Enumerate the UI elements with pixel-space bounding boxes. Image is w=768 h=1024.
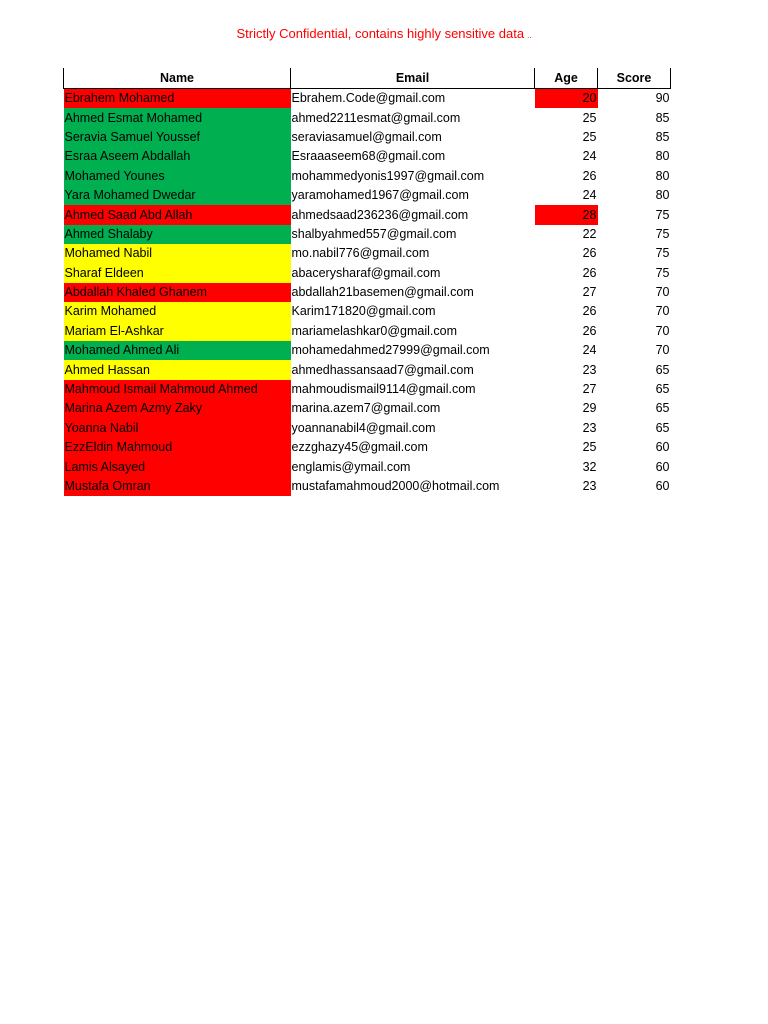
cell-email[interactable]: mariamelashkar0@gmail.com <box>291 323 458 338</box>
cell-score[interactable]: 85 <box>655 110 670 125</box>
cell-email[interactable]: mahmoudismail9114@gmail.com <box>291 382 476 397</box>
table-row <box>64 147 671 166</box>
column-header-score[interactable]: Score <box>598 68 671 89</box>
cell-email[interactable]: ahmedsaad236236@gmail.com <box>291 207 469 222</box>
cell-name[interactable]: Ahmed Shalaby <box>64 225 291 244</box>
cell-email[interactable]: mo.nabil776@gmail.com <box>291 246 430 261</box>
cell-name[interactable]: Ahmed Esmat Mohamed <box>64 108 291 127</box>
cell-age[interactable]: 24 <box>582 343 597 358</box>
cell-email[interactable]: ahmed2211esmat@gmail.com <box>291 110 461 125</box>
cell-score[interactable]: 60 <box>655 479 670 493</box>
cell-age[interactable]: 26 <box>582 304 597 319</box>
cell-name[interactable]: Mohamed Ahmed Ali <box>64 341 291 360</box>
cell-email[interactable]: mohammedyonis1997@gmail.com <box>291 168 485 183</box>
table-row <box>64 360 671 379</box>
table-row <box>64 167 671 186</box>
cell-age[interactable]: 20 <box>535 89 598 109</box>
cell-score[interactable]: 70 <box>655 304 670 319</box>
cell-score[interactable]: 65 <box>655 420 670 435</box>
table-body <box>64 89 671 497</box>
confidential-notice-text: Strictly Confidential, contains highly sensitive data <box>236 26 525 41</box>
cell-email[interactable]: englamis@ymail.com <box>291 459 411 474</box>
cell-score[interactable]: 65 <box>655 362 670 377</box>
table-row <box>64 108 671 127</box>
cell-name[interactable]: Mohamed Younes <box>64 167 291 186</box>
confidential-notice <box>0 25 768 45</box>
cell-email[interactable]: yaramohamed1967@gmail.com <box>291 188 469 203</box>
cell-age[interactable]: 25 <box>582 440 597 455</box>
cell-name[interactable]: Seravia Samuel Youssef <box>64 128 291 147</box>
cell-name[interactable]: Mohamed Nabil <box>64 244 291 263</box>
table-row <box>64 225 671 244</box>
cell-age[interactable]: 27 <box>582 285 597 300</box>
cell-age[interactable]: 26 <box>582 265 597 280</box>
table-row <box>64 457 671 476</box>
cell-age[interactable]: 23 <box>582 362 597 377</box>
cell-name[interactable]: Karim Mohamed <box>64 302 291 321</box>
column-header-age[interactable]: Age <box>535 68 598 89</box>
cell-email[interactable]: abdallah21basemen@gmail.com <box>291 285 474 300</box>
cell-email[interactable]: mustafamahmoud2000@hotmail.com <box>291 479 500 493</box>
column-header-name[interactable]: Name <box>64 68 291 89</box>
cell-name[interactable]: Marina Azem Azmy Zaky <box>64 399 291 418</box>
cell-name[interactable]: Lamis Alsayed <box>64 457 291 476</box>
cell-email[interactable]: seraviasamuel@gmail.com <box>291 129 442 144</box>
table-row <box>64 322 671 341</box>
cell-score[interactable]: 80 <box>655 188 670 203</box>
cell-email[interactable]: Esraaaseem68@gmail.com <box>291 149 446 164</box>
cell-age[interactable]: 22 <box>582 226 597 241</box>
cell-score[interactable]: 60 <box>655 459 670 474</box>
confidential-notice-mark: .. <box>527 31 532 40</box>
cell-email[interactable]: abacerysharaf@gmail.com <box>291 265 441 280</box>
cell-email[interactable]: ezzghazy45@gmail.com <box>291 440 428 455</box>
cell-age[interactable]: 25 <box>582 110 597 125</box>
cell-score[interactable]: 70 <box>655 323 670 338</box>
cell-score[interactable]: 75 <box>655 226 670 241</box>
table-row <box>64 419 671 438</box>
cell-age[interactable]: 23 <box>582 479 597 493</box>
cell-email[interactable]: Ebrahem.Code@gmail.com <box>291 91 446 106</box>
cell-age[interactable]: 26 <box>582 323 597 338</box>
cell-name[interactable]: Yoanna Nabil <box>64 419 291 438</box>
cell-age[interactable]: 26 <box>582 246 597 261</box>
cell-name[interactable]: Ebrahem Mohamed <box>64 89 291 109</box>
cell-age[interactable]: 29 <box>582 401 597 416</box>
cell-score[interactable]: 90 <box>655 91 670 106</box>
cell-name[interactable]: Ahmed Saad Abd Allah <box>64 205 291 224</box>
cell-name[interactable]: Esraa Aseem Abdallah <box>64 147 291 166</box>
cell-email[interactable]: yoannanabil4@gmail.com <box>291 420 436 435</box>
cell-score[interactable]: 80 <box>655 149 670 164</box>
cell-score[interactable]: 80 <box>655 168 670 183</box>
table-header-row <box>64 68 671 89</box>
table-row <box>64 380 671 399</box>
table-row <box>64 186 671 205</box>
table-row <box>64 244 671 263</box>
cell-name[interactable]: Mustafa Omran <box>64 477 291 496</box>
cell-email[interactable]: marina.azem7@gmail.com <box>291 401 441 416</box>
cell-age[interactable]: 23 <box>582 420 597 435</box>
cell-age[interactable]: 25 <box>582 129 597 144</box>
cell-name[interactable]: Mariam El-Ashkar <box>64 322 291 341</box>
cell-age[interactable]: 24 <box>582 149 597 164</box>
table-row <box>64 283 671 302</box>
cell-age[interactable]: 24 <box>582 188 597 203</box>
table-row <box>64 341 671 360</box>
cell-name[interactable]: Yara Mohamed Dwedar <box>64 186 291 205</box>
cell-score[interactable]: 75 <box>655 265 670 280</box>
cell-score[interactable]: 70 <box>655 285 670 300</box>
cell-age[interactable]: 28 <box>535 205 598 224</box>
cell-age[interactable]: 26 <box>582 168 597 183</box>
cell-age[interactable]: 27 <box>582 382 597 397</box>
table-row <box>64 89 671 109</box>
cell-score[interactable]: 75 <box>655 207 670 222</box>
table-row <box>64 302 671 321</box>
cell-name[interactable]: Sharaf Eldeen <box>64 264 291 283</box>
cell-email[interactable]: mohamedahmed27999@gmail.com <box>291 343 490 358</box>
table-row <box>64 264 671 283</box>
cell-email[interactable]: ahmedhassansaad7@gmail.com <box>291 362 474 377</box>
cell-score[interactable]: 60 <box>655 440 670 455</box>
cell-name[interactable]: Ahmed Hassan <box>64 360 291 379</box>
cell-score[interactable]: 65 <box>655 382 670 397</box>
column-header-email[interactable]: Email <box>291 68 535 89</box>
cell-score[interactable]: 85 <box>655 129 670 144</box>
cell-email[interactable]: Karim171820@gmail.com <box>291 304 436 319</box>
cell-age[interactable]: 32 <box>582 459 597 474</box>
cell-email[interactable]: shalbyahmed557@gmail.com <box>291 226 457 241</box>
table-row <box>64 128 671 147</box>
cell-name[interactable]: Abdallah Khaled Ghanem <box>64 283 291 302</box>
students-table <box>63 68 671 496</box>
cell-name[interactable]: Mahmoud Ismail Mahmoud Ahmed <box>64 380 291 399</box>
cell-score[interactable]: 65 <box>655 401 670 416</box>
table-row <box>64 477 671 496</box>
table-row <box>64 438 671 457</box>
table-row <box>64 205 671 224</box>
cell-name[interactable]: EzzEldin Mahmoud <box>64 438 291 457</box>
cell-score[interactable]: 70 <box>655 343 670 358</box>
table-row <box>64 399 671 418</box>
cell-score[interactable]: 75 <box>655 246 670 261</box>
